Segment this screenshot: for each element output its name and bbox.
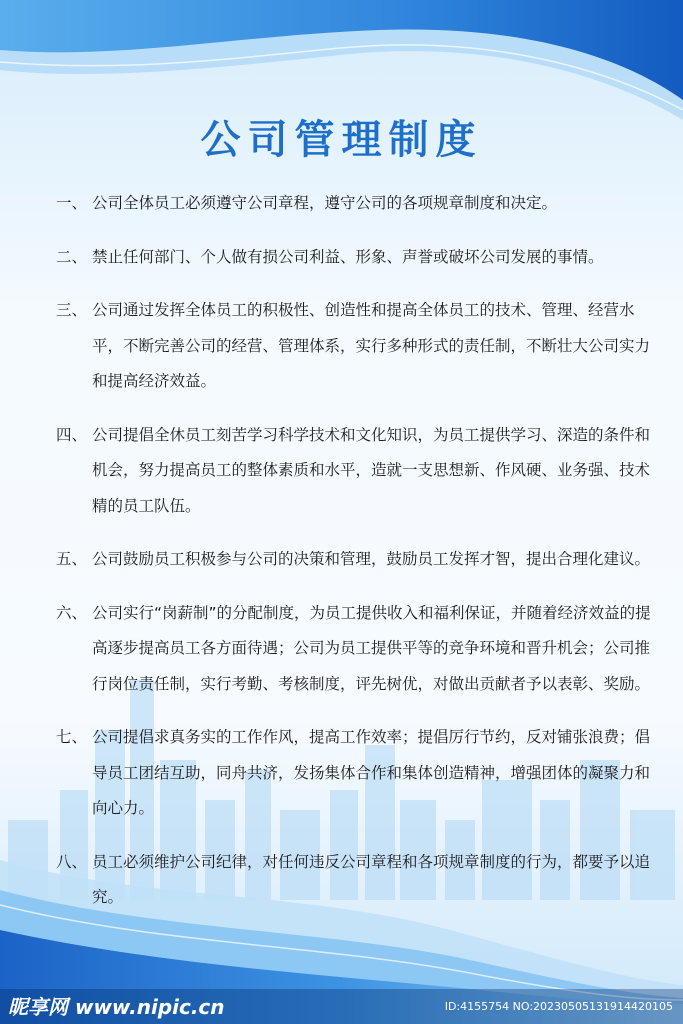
rule-item [56, 596, 656, 703]
rule-item [56, 240, 656, 276]
rule-item [56, 720, 656, 827]
rule-text: 公司通过发挥全体员工的积极性、创造性和提高全体员工的技术、管理、经营水平，不断完善公司的经营、管理体系，实行多种形式的责任制，不断壮大公司实力和提高经济效益。 [92, 301, 651, 390]
watermark-id: ID:4155754 NO:20230505131914420105 [444, 1000, 673, 1013]
rule-text: 公司提倡全休员工刻苦学习科学技术和文化知识，为员工提供学习、深造的条件和机会，努力提高员工的整体素质和水平，造就一支思想新、作风硬、业务强、技术精的员工队伍。 [92, 425, 651, 515]
rule-number: 一、 [56, 194, 88, 212]
rule-number: 二、 [56, 247, 88, 266]
rule-item [56, 186, 656, 222]
rules-list [56, 186, 656, 934]
watermark-bar [0, 989, 683, 1024]
rule-text: 禁止任何部门、个人做有损公司利益、形象、声誉或破坏公司发展的事情。 [92, 247, 604, 266]
rule-text: 公司实行“岗薪制”的分配制度，为员工提供收入和福利保证，并随着经济效益的提高逐步提高员工各方面待遇；公司为员工提供平等的竞争环境和晋升机会；公司推行岗位责任制，实行考勤、考核制度，评先树优，对做出贡献者予以表彰、奖励。 [92, 603, 651, 693]
rule-number: 八、 [56, 852, 88, 871]
rule-text: 员工必须维护公司纪律，对任何违反公司章程和各项规章制度的行为，都要予以追究。 [92, 852, 651, 906]
rule-number: 三、 [56, 301, 88, 319]
rule-item [56, 845, 656, 916]
rule-number: 七、 [56, 728, 88, 746]
rule-item [56, 293, 656, 400]
rule-number: 六、 [56, 603, 88, 622]
rule-item [56, 418, 656, 525]
rule-text: 公司提倡求真务实的工作作风，提高工作效率；提倡厉行节约，反对铺张浪费；倡导员工团结互助，同舟共济，发扬集体合作和集体创造精神，增强团体的凝聚力和向心力。 [92, 728, 651, 817]
watermark-logo: 昵享网 www.nipic.cn [8, 995, 225, 1019]
rule-number: 四、 [56, 425, 88, 444]
rule-item [56, 542, 656, 578]
rule-text: 公司鼓励员工积极参与公司的决策和管理，鼓励员工发挥才智，提出合理化建议。 [92, 550, 651, 568]
rule-number: 五、 [56, 550, 88, 568]
page-title: 公司管理制度 [200, 117, 483, 163]
rule-text: 公司全体员工必须遵守公司章程，遵守公司的各项规章制度和决定。 [92, 194, 558, 212]
